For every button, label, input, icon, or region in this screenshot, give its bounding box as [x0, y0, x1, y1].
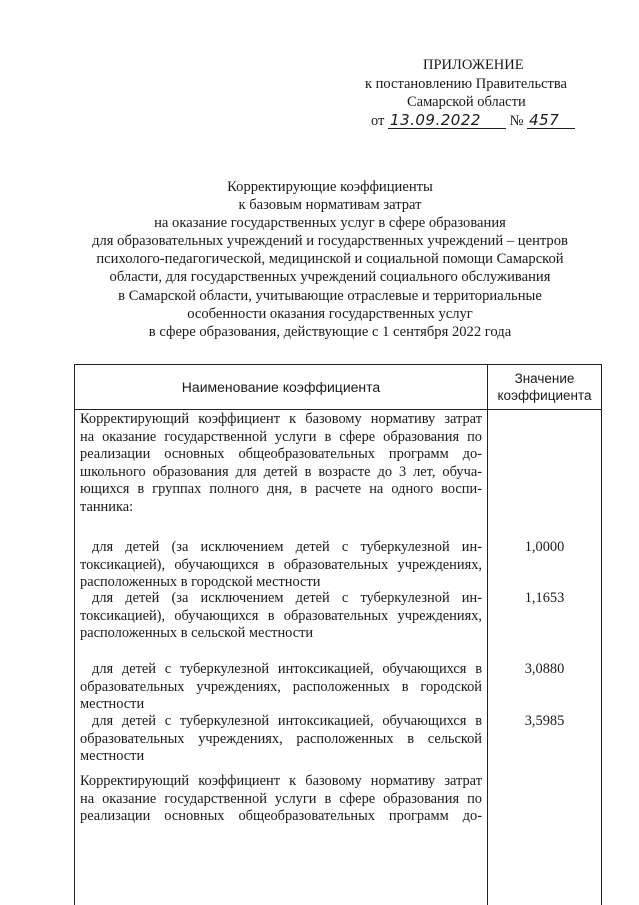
text-line: реализации основных общеобразовательных программ до- [80, 808, 482, 825]
text-line: расположенных в городской местности [80, 574, 321, 591]
table-border-left [74, 364, 75, 905]
title-line: для образовательных учреждений и государственных учреждений – центров [92, 233, 568, 250]
text-line: для детей с туберкулезной интоксикацией, обучающихся в [92, 713, 482, 729]
text-line: реализации основных общеобразовательных программ до- [80, 446, 482, 463]
section-1-text [80, 411, 482, 517]
table-row-2-value: 1,1653 [524, 590, 565, 606]
text-line: танника: [80, 498, 134, 515]
text-line: на оказание государственной услуги в сфере образования по [80, 790, 482, 807]
title-line: в Самарской области, учитывающие отраслевые и территориальные [118, 287, 542, 304]
column-header-name: Наименование коэффициента [181, 379, 381, 395]
coefficients-table [74, 364, 602, 905]
text-line: ющихся в группах полного дня, в расчете на одного воспи- [80, 481, 482, 498]
column-header-value-line2: коэффициента [497, 388, 592, 403]
table-row-3-value: 3,0880 [524, 661, 565, 677]
table-column-divider [487, 364, 488, 905]
appendix-date-number-line [371, 113, 575, 131]
table-row-2-text [80, 590, 482, 643]
table-row-3-text [80, 661, 482, 714]
section-2-text [80, 773, 482, 826]
text-line: Корректирующий коэффициент к базовому нормативу затрат [80, 411, 482, 427]
text-line: школьного образования для детей в возрасте до 3 лет, обуча- [80, 463, 482, 480]
table-row-1-text [80, 539, 482, 592]
handwritten-date: 13.09.2022 [388, 113, 506, 129]
title-line: области, для государственных учреждений социального обслуживания [109, 269, 551, 286]
title-line: Корректирующие коэффициенты [227, 179, 433, 195]
table-border-right [601, 364, 602, 905]
column-header-value-line1: Значение [514, 371, 575, 386]
title-line: к базовым нормативам затрат [238, 197, 422, 214]
table-row-4-text [80, 713, 482, 766]
appendix-region: Самарской области [407, 94, 526, 110]
column-header-value [488, 365, 601, 409]
title-line: в сфере образования, действующие с 1 сентября 2022 года [148, 323, 512, 340]
number-prefix: № [509, 113, 524, 129]
date-prefix: от [371, 113, 385, 129]
text-line: токсикацией), обучающихся в образовательных учреждениях, [80, 607, 482, 624]
handwritten-number: 457 [527, 113, 575, 129]
text-line: токсикацией), обучающихся в образовательных учреждениях, [80, 556, 482, 573]
table-header-divider [74, 409, 602, 410]
text-line: образовательных учреждениях, расположенных в городской [80, 678, 482, 695]
text-line: на оказание государственной услуги в сфере образования по [80, 428, 482, 445]
text-line: образовательных учреждениях, расположенных в сельской [80, 730, 482, 747]
text-line: для детей с туберкулезной интоксикацией, обучающихся в [92, 661, 482, 677]
table-row-4-value: 3,5985 [524, 713, 565, 729]
appendix-title: ПРИЛОЖЕНИЕ [423, 57, 524, 73]
title-line: на оказание государственных услуг в сфере образования [154, 215, 506, 232]
text-line: для детей (за исключением детей с туберкулезной ин- [92, 590, 482, 606]
text-line: расположенных в сельской местности [80, 625, 314, 642]
text-line: Корректирующий коэффициент к базовому нормативу затрат [80, 773, 482, 789]
title-line: особенности оказания государственных услуг [187, 305, 473, 322]
text-line: для детей (за исключением детей с туберкулезной ин- [92, 539, 482, 555]
text-line: местности [80, 696, 145, 713]
appendix-subtitle: к постановлению Правительства [365, 76, 567, 92]
table-row-1-value: 1,0000 [524, 539, 565, 555]
title-line: психолого-педагогической, медицинской и социальной помощи Самарской [96, 251, 564, 268]
document-title [60, 178, 600, 341]
text-line: местности [80, 748, 145, 765]
